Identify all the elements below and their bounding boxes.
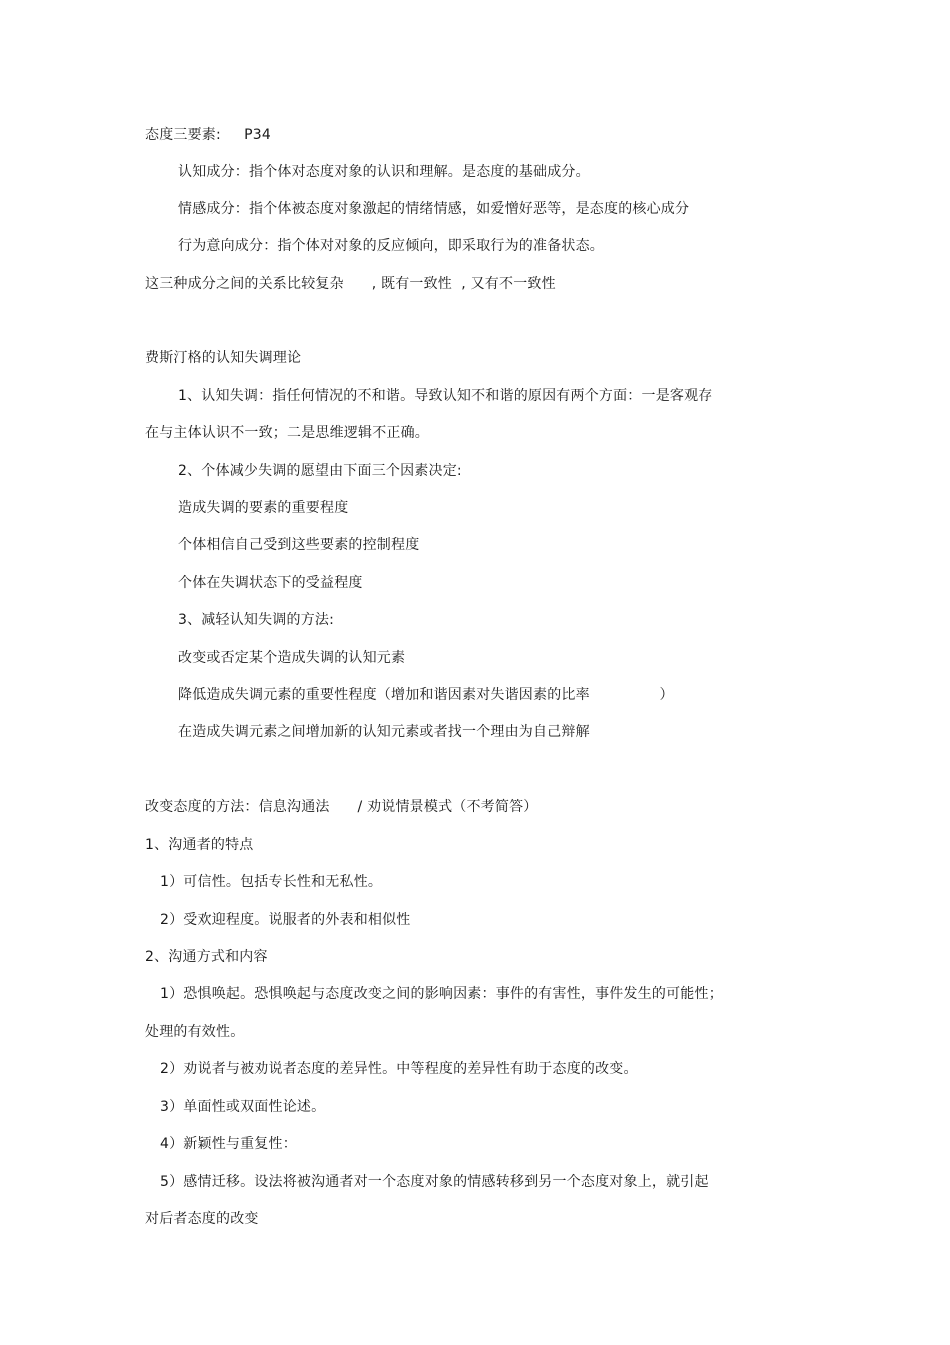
- one-two-sided-argument: 3）单面性或双面性论述。: [160, 1099, 326, 1115]
- dissonance-definition-line2: 在与主体认识不一致；二是思维逻辑不正确。: [145, 425, 429, 441]
- components-relationship: 这三种成分之间的关系比较复杂 , 既有一致性 , 又有不一致性: [145, 276, 556, 292]
- dissonance-definition-line1: 1、认知失调：指任何情况的不和谐。导致认知不和谐的原因有两个方面：一是客观存: [178, 388, 713, 404]
- communicator-trait-item: 1）可信性。包括专长性和无私性。: [160, 874, 383, 890]
- dissonance-factors-heading: 2、个体减少失调的愿望由下面三个因素决定:: [178, 463, 462, 479]
- section-heading-attitude-change: 改变态度的方法：信息沟通法 / 劝说情景模式（不考简答）: [145, 799, 538, 815]
- fear-arousal-line1: 1）恐惧唤起。恐惧唤起与态度改变之间的影响因素：事件的有害性，事件发生的可能性；: [160, 986, 723, 1002]
- dissonance-factor-item: 个体相信自己受到这些要素的控制程度: [178, 537, 420, 553]
- novelty-repetition: 4）新颖性与重复性：: [160, 1136, 297, 1152]
- behavioral-component: 行为意向成分：指个体对对象的反应倾向，即采取行为的准备状态。: [178, 238, 604, 254]
- cognitive-component: 认知成分：指个体对态度对象的认识和理解。是态度的基础成分。: [178, 164, 590, 180]
- communicator-traits-heading: 1、沟通者的特点: [145, 837, 254, 853]
- reduce-dissonance-item: 在造成失调元素之间增加新的认知元素或者找一个理由为自己辩解: [178, 724, 590, 740]
- affective-component: 情感成分：指个体被态度对象激起的情绪情感，如爱憎好恶等，是态度的核心成分: [178, 201, 690, 217]
- reduce-dissonance-item: 改变或否定某个造成失调的认知元素: [178, 650, 406, 666]
- reduce-dissonance-heading: 3、减轻认知失调的方法:: [178, 612, 335, 628]
- dissonance-factor-item: 造成失调的要素的重要程度: [178, 500, 349, 516]
- section-heading-attitude-elements: 态度三要素: P34: [145, 127, 272, 143]
- communicator-trait-item: 2）受欢迎程度。说服者的外表和相似性: [160, 912, 411, 928]
- section-heading-dissonance-theory: 费斯汀格的认知失调理论: [145, 350, 302, 366]
- communication-method-heading: 2、沟通方式和内容: [145, 949, 268, 965]
- dissonance-factor-item: 个体在失调状态下的受益程度: [178, 575, 363, 591]
- emotion-transfer-line2: 对后者态度的改变: [145, 1211, 259, 1227]
- reduce-dissonance-item: 降低造成失调元素的重要性程度（增加和谐因素对失谐因素的比率 ）: [178, 687, 674, 703]
- emotion-transfer-line1: 5）感情迁移。设法将被沟通者对一个态度对象的情感转移到另一个态度对象上，就引起: [160, 1174, 709, 1190]
- attitude-discrepancy: 2）劝说者与被劝说者态度的差异性。中等程度的差异性有助于态度的改变。: [160, 1061, 638, 1077]
- fear-arousal-line2: 处理的有效性。: [145, 1024, 245, 1040]
